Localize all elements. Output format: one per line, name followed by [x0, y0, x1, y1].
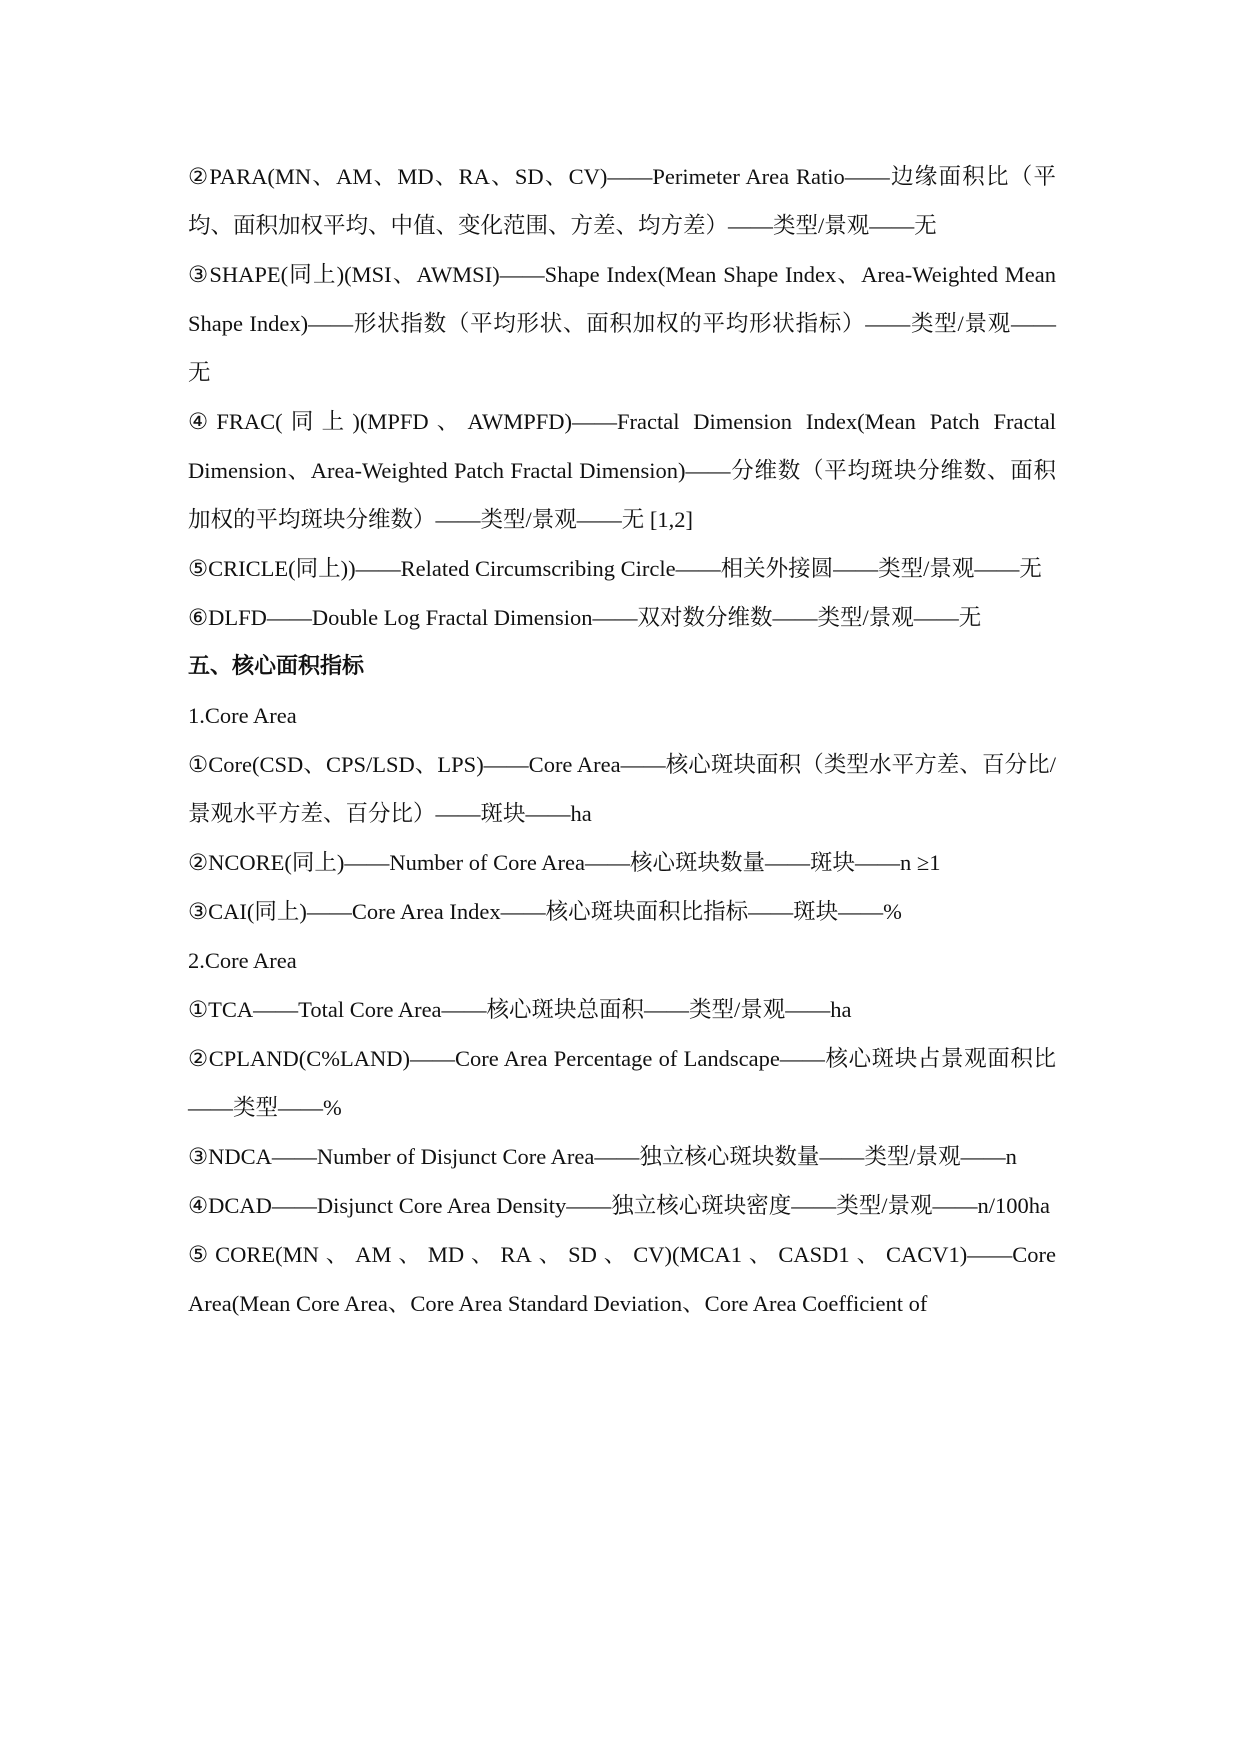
subheading-core-area-2: 2.Core Area — [188, 948, 297, 973]
item-dcad: ④DCAD——Disjunct Core Area Density——独立核心斑块密度——类型/景观——n/100ha — [188, 1193, 1050, 1218]
section-heading-core-area: 五、核心面积指标 — [188, 654, 365, 679]
subheading-core-area-1: 1.Core Area — [188, 703, 297, 728]
item-tca: ①TCA——Total Core Area——核心斑块总面积——类型/景观——ha — [188, 997, 852, 1022]
document-page — [188, 152, 1056, 1328]
item-ncore: ②NCORE(同上)——Number of Core Area——核心斑块数量——斑块——n ≥1 — [188, 850, 941, 875]
item-core-stats: ⑤CORE(MN、AM、MD、RA、SD、CV)(MCA1、CASD1、CACV1)——Core Area(Mean Core Area、Core Area Standard Deviation、Core Area Coefficient of — [188, 1242, 1056, 1316]
item-cpland: ②CPLAND(C%LAND)——Core Area Percentage of Landscape——核心斑块占景观面积比——类型——% — [188, 1046, 1056, 1120]
item-dlfd: ⑥DLFD——Double Log Fractal Dimension——双对数分维数——类型/景观——无 — [188, 605, 982, 630]
item-cai: ③CAI(同上)——Core Area Index——核心斑块面积比指标——斑块——% — [188, 899, 902, 924]
item-para: ②PARA(MN、AM、MD、RA、SD、CV)——Perimeter Area Ratio——边缘面积比（平均、面积加权平均、中值、变化范围、方差、均方差）——类型/景观——无 — [188, 164, 1056, 238]
item-core: ①Core(CSD、CPS/LSD、LPS)——Core Area——核心斑块面积（类型水平方差、百分比/景观水平方差、百分比）——斑块——ha — [188, 752, 1056, 826]
item-ndca: ③NDCA——Number of Disjunct Core Area——独立核心斑块数量——类型/景观——n — [188, 1144, 1017, 1169]
item-frac: ④FRAC(同上)(MPFD、AWMPFD)——Fractal Dimension Index(Mean Patch Fractal Dimension、Area-Weighted Patch Fractal Dimension)——分维数（平均斑块分维数、面积加权的平均斑块分维数）——类型/景观——无 [1,2] — [188, 409, 1056, 532]
item-shape: ③SHAPE(同上)(MSI、AWMSI)——Shape Index(Mean Shape Index、Area-Weighted Mean Shape Index)——形状指数（平均形状、面积加权的平均形状指标）——类型/景观——无 — [188, 262, 1056, 385]
item-cricle: ⑤CRICLE(同上))——Related Circumscribing Circle——相关外接圆——类型/景观——无 — [188, 556, 1042, 581]
